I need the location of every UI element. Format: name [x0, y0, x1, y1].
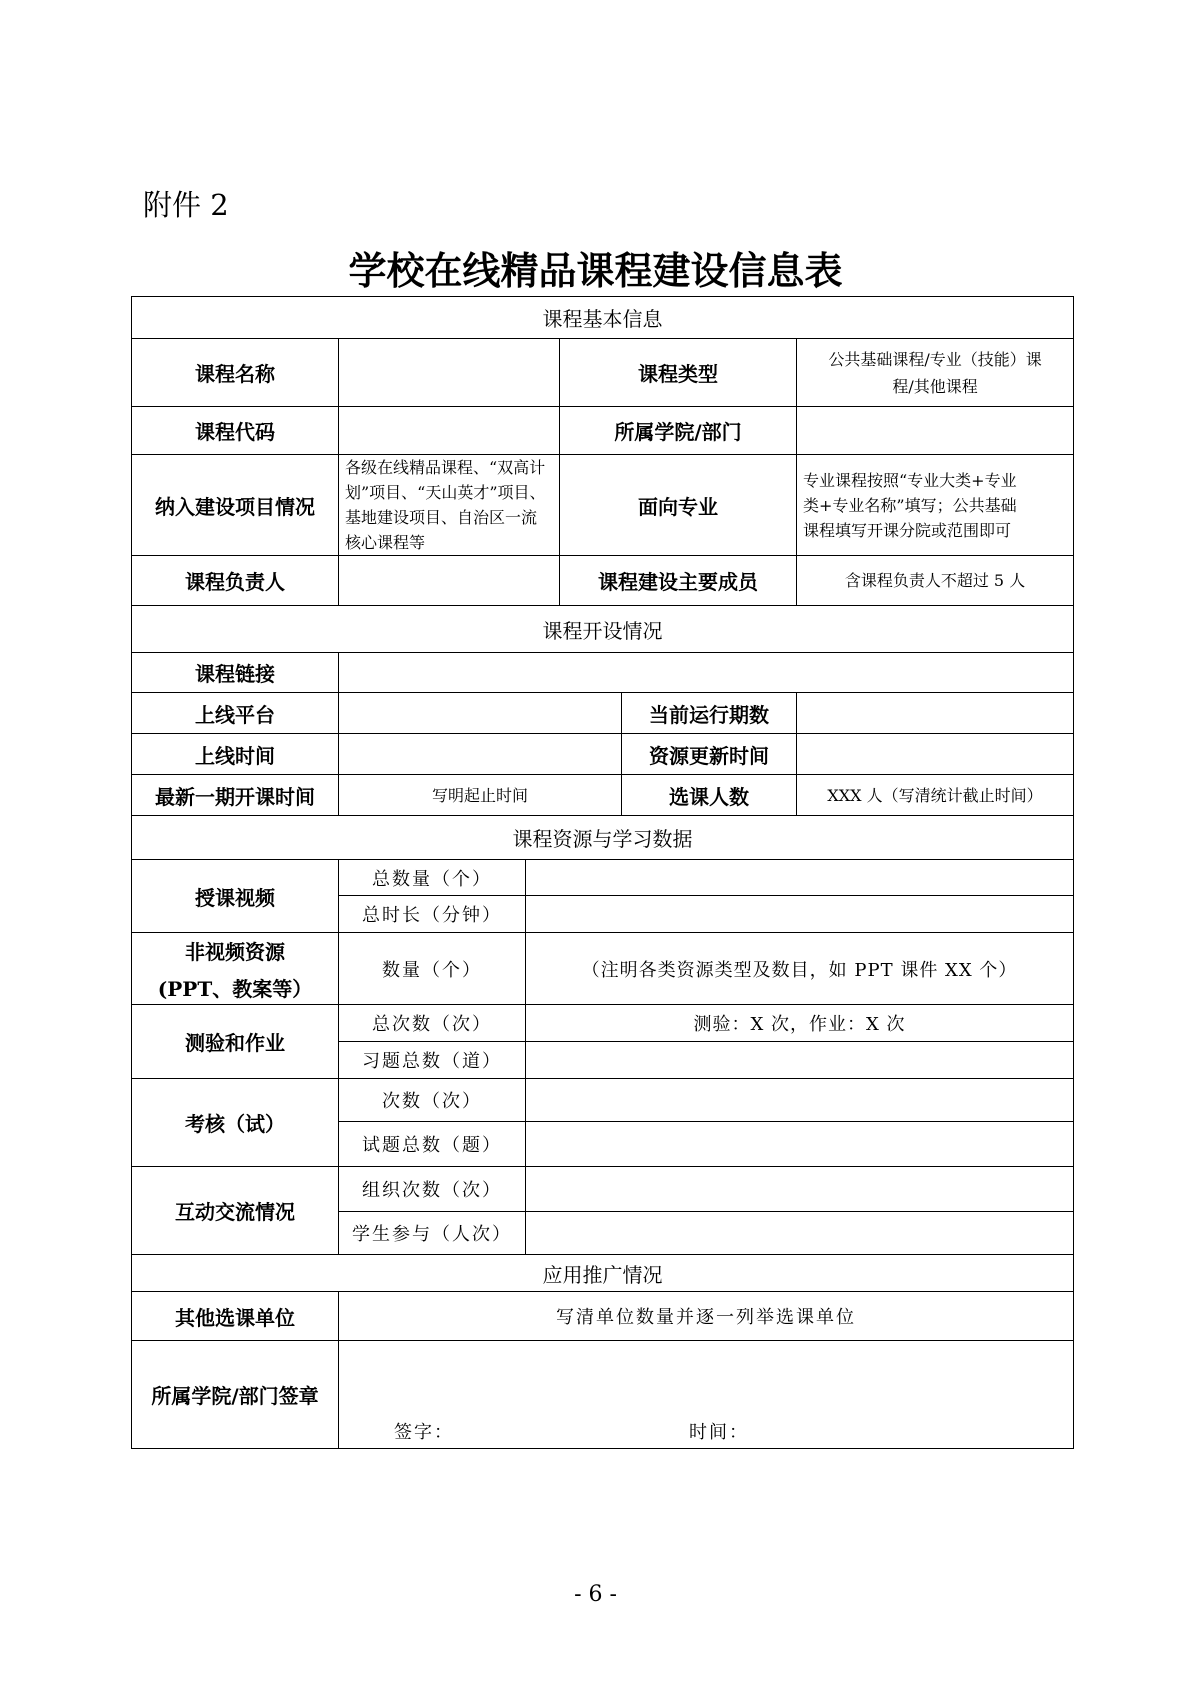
college-label: 所属学院/部门	[560, 407, 797, 455]
section-basic-info: 课程基本信息	[132, 297, 1074, 339]
online-time-label: 上线时间	[132, 734, 339, 775]
other-units-field[interactable]	[339, 1292, 1074, 1341]
exam-times-label: 次数（次）	[339, 1079, 526, 1122]
project-hint-line3: 基地建设项目、自治区一流	[345, 508, 538, 527]
quiz-items-label: 习题总数（道）	[339, 1042, 526, 1079]
page-title: 学校在线精品课程建设信息表	[348, 248, 843, 293]
course-type-field[interactable]	[797, 339, 1074, 407]
nonvideo-label	[132, 933, 339, 1005]
section-resources: 课程资源与学习数据	[132, 816, 1074, 860]
attachment-label: 附件 2	[143, 188, 229, 222]
other-units-hint: 写清单位数量并逐一列举选课单位	[556, 1307, 857, 1328]
signature-label: 签字：	[394, 1422, 454, 1443]
course-type-hint-line2: 程/其他课程	[892, 376, 978, 396]
exam-items-label: 试题总数（题）	[339, 1122, 526, 1167]
exam-label: 考核（试）	[132, 1079, 339, 1167]
quiz-times-field[interactable]	[526, 1005, 1074, 1042]
video-duration-field[interactable]	[526, 896, 1074, 933]
video-label: 授课视频	[132, 860, 339, 933]
interaction-students-field[interactable]	[526, 1212, 1074, 1255]
online-time-field[interactable]	[339, 734, 622, 775]
platform-field[interactable]	[339, 693, 622, 734]
project-hint-line2: 划”项目、“天山英才”项目、	[345, 483, 546, 502]
section-promotion: 应用推广情况	[132, 1255, 1074, 1292]
update-time-field[interactable]	[797, 734, 1074, 775]
exam-items-field[interactable]	[526, 1122, 1074, 1167]
nonvideo-count-field[interactable]	[526, 933, 1074, 1005]
interaction-students-label: 学生参与（人次）	[339, 1212, 526, 1255]
periods-field[interactable]	[797, 693, 1074, 734]
project-hint-line1: 各级在线精品课程、“双高计	[345, 458, 546, 477]
time-label: 时间：	[689, 1422, 749, 1443]
nonvideo-label-line2: (PPT、教案等）	[157, 976, 313, 1001]
major-hint-line3: 课程填写开课分院或范围即可	[803, 520, 1012, 540]
latest-period-hint: 写明起止时间	[431, 785, 528, 805]
course-link-field[interactable]	[339, 653, 1074, 693]
interaction-label: 互动交流情况	[132, 1167, 339, 1255]
exam-times-field[interactable]	[526, 1079, 1074, 1122]
project-field[interactable]	[339, 455, 560, 556]
major-hint-line1: 专业课程按照“专业大类+专业	[803, 470, 1017, 490]
members-hint: 含课程负责人不超过 5 人	[844, 571, 1026, 590]
major-hint-line2: 类+专业名称”填写；公共基础	[803, 495, 1017, 515]
course-code-field[interactable]	[339, 407, 560, 455]
enrollment-hint: XXX 人（写清统计截止时间）	[827, 785, 1043, 805]
latest-period-field[interactable]	[339, 775, 622, 816]
college-field[interactable]	[797, 407, 1074, 455]
enrollment-field[interactable]	[797, 775, 1074, 816]
course-info-table	[131, 296, 1074, 1449]
interaction-times-label: 组织次数（次）	[339, 1167, 526, 1212]
other-units-label: 其他选课单位	[132, 1292, 339, 1341]
nonvideo-hint: （注明各类资源类型及数目，如 PPT 课件 XX 个）	[581, 959, 1018, 981]
update-time-label: 资源更新时间	[622, 734, 797, 775]
section-offering: 课程开设情况	[132, 606, 1074, 653]
quiz-times-value: 测验：X 次，作业：X 次	[693, 1014, 906, 1035]
course-name-label: 课程名称	[132, 339, 339, 407]
course-code-label: 课程代码	[132, 407, 339, 455]
major-label: 面向专业	[560, 455, 797, 556]
project-label: 纳入建设项目情况	[132, 455, 339, 556]
page-number: - 6 -	[574, 1582, 617, 1607]
nonvideo-count-label: 数量（个）	[339, 933, 526, 1005]
course-type-label: 课程类型	[560, 339, 797, 407]
enrollment-label: 选课人数	[622, 775, 797, 816]
seal-label: 所属学院/部门签章	[132, 1341, 339, 1449]
platform-label: 上线平台	[132, 693, 339, 734]
leader-field[interactable]	[339, 556, 560, 606]
video-count-field[interactable]	[526, 860, 1074, 896]
members-field[interactable]	[797, 556, 1074, 606]
major-field[interactable]	[797, 455, 1074, 556]
video-duration-label: 总时长（分钟）	[339, 896, 526, 933]
nonvideo-label-line1: 非视频资源	[185, 939, 285, 964]
course-link-label: 课程链接	[132, 653, 339, 693]
interaction-times-field[interactable]	[526, 1167, 1074, 1212]
video-count-label: 总数量（个）	[339, 860, 526, 896]
quiz-label: 测验和作业	[132, 1005, 339, 1079]
project-hint-line4: 核心课程等	[345, 533, 426, 552]
course-name-field[interactable]	[339, 339, 560, 407]
members-label: 课程建设主要成员	[560, 556, 797, 606]
quiz-items-field[interactable]	[526, 1042, 1074, 1079]
leader-label: 课程负责人	[132, 556, 339, 606]
seal-field[interactable]	[339, 1341, 1074, 1449]
latest-period-label: 最新一期开课时间	[132, 775, 339, 816]
quiz-times-label: 总次数（次）	[339, 1005, 526, 1042]
course-type-hint-line1: 公共基础课程/专业（技能）课	[828, 349, 1042, 369]
periods-label: 当前运行期数	[622, 693, 797, 734]
